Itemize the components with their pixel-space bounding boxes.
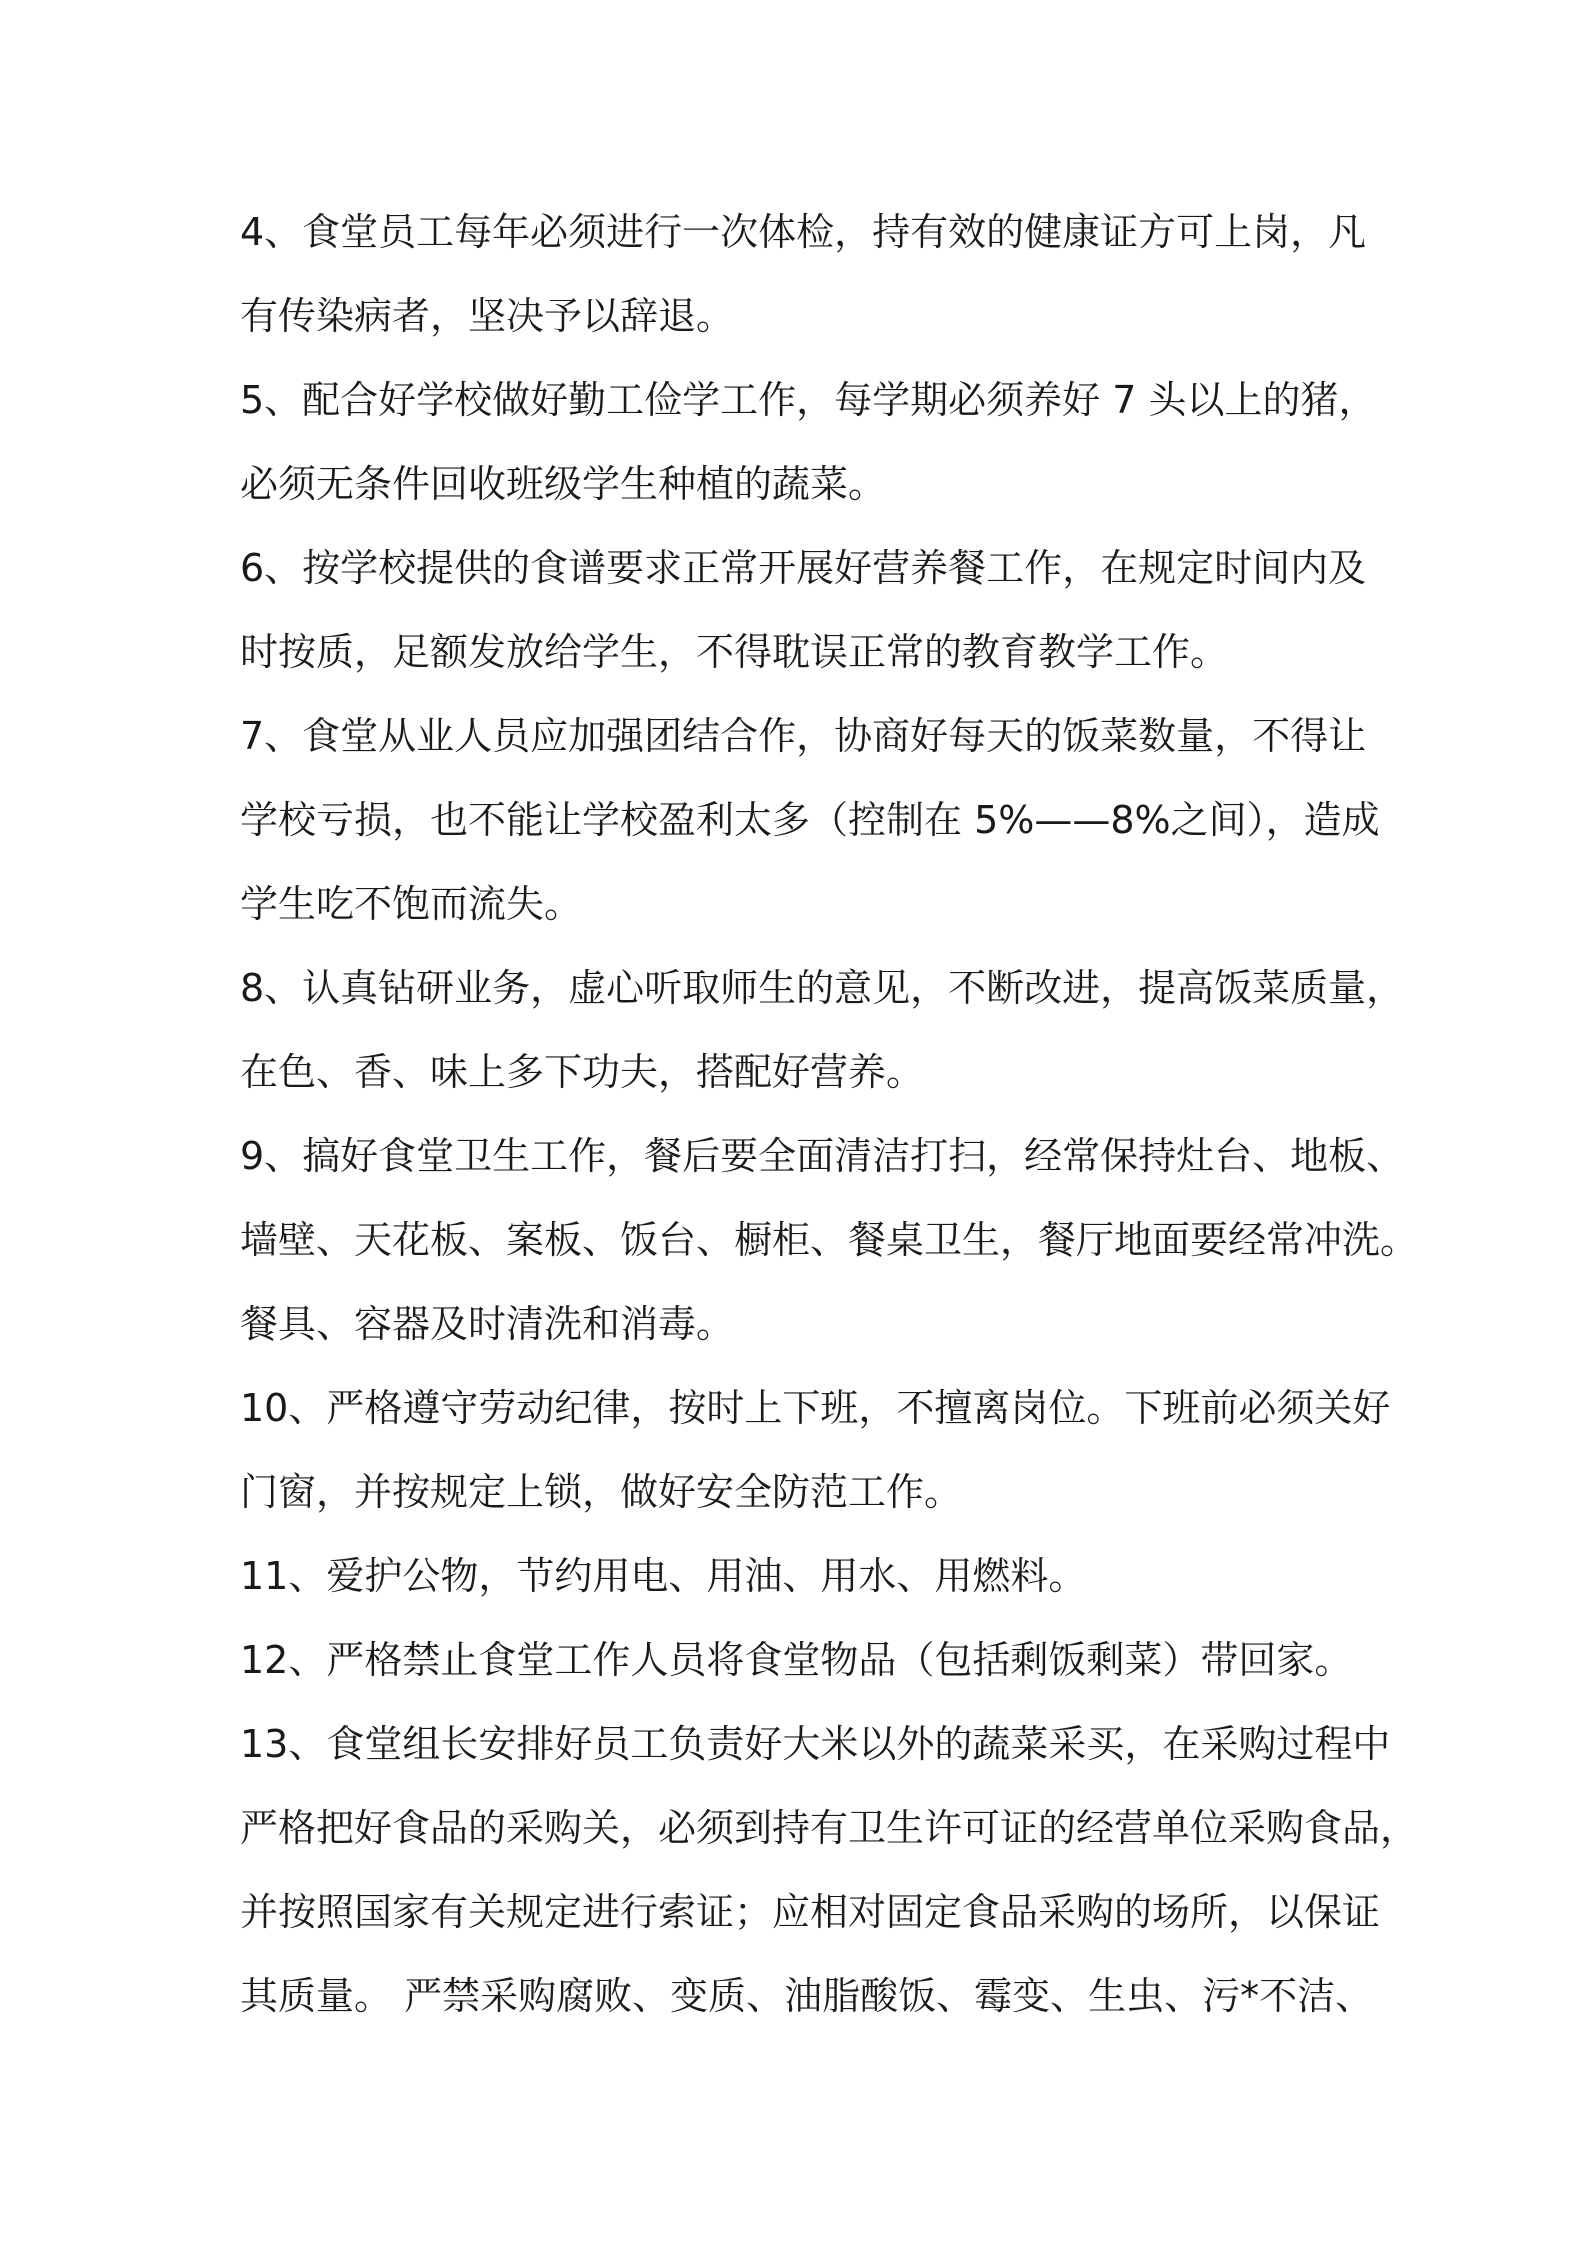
text-line: 学校亏损，也不能让学校盈利太多（控制在 5%——8%之间），造成 [240, 798, 1380, 842]
text-line: 严格把好食品的采购关，必须到持有卫生许可证的经营单位采购食品， [240, 1806, 1419, 1850]
text-line: 时按质，足额发放给学生，不得耽误正常的教育教学工作。 [240, 630, 1229, 674]
text-line: 墙壁、天花板、案板、饭台、橱柜、餐桌卫生，餐厅地面要经常冲洗。 [240, 1218, 1419, 1262]
text-line: 12、严格禁止食堂工作人员将食堂物品（包括剩饭剩菜）带回家。 [240, 1638, 1353, 1682]
text-line: 并按照国家有关规定进行索证；应相对固定食品采购的场所，以保证 [240, 1890, 1381, 1934]
text-line: 学生吃不饱而流失。 [240, 882, 583, 926]
text-line: 在色、香、味上多下功夫，搭配好营养。 [240, 1050, 925, 1094]
text-line: 11、爱护公物，节约用电、用油、用水、用燃料。 [240, 1554, 1087, 1598]
text-line: 4、食堂员工每年必须进行一次体检，持有效的健康证方可上岗，凡 [240, 210, 1367, 254]
text-line: 5、配合好学校做好勤工俭学工作，每学期必须养好 7 头以上的猪， [240, 378, 1377, 422]
text-line: 门窗，并按规定上锁，做好安全防范工作。 [240, 1470, 963, 1514]
text-line: 9、搞好食堂卫生工作，餐后要全面清洁打扫，经常保持灶台、地板、 [240, 1134, 1405, 1178]
text-line: 其质量。 严禁采购腐败、变质、油脂酸饭、霉变、生虫、污*不洁、 [240, 1974, 1374, 2018]
text-line: 8、认真钻研业务，虚心听取师生的意见，不断改进，提高饭菜质量， [240, 966, 1405, 1010]
text-line: 7、食堂从业人员应加强团结合作，协商好每天的饭菜数量，不得让 [240, 714, 1367, 758]
text-line: 有传染病者，坚决予以辞退。 [240, 294, 735, 338]
text-line: 6、按学校提供的食谱要求正常开展好营养餐工作，在规定时间内及 [240, 546, 1367, 590]
document-body [240, 190, 1419, 2038]
text-line: 餐具、容器及时清洗和消毒。 [240, 1302, 735, 1346]
text-line: 10、严格遵守劳动纪律，按时上下班，不擅离岗位。下班前必须关好 [240, 1386, 1391, 1430]
text-line: 必须无条件回收班级学生种植的蔬菜。 [240, 462, 887, 506]
text-line: 13、食堂组长安排好员工负责好大米以外的蔬菜采买，在采购过程中 [240, 1722, 1391, 1766]
